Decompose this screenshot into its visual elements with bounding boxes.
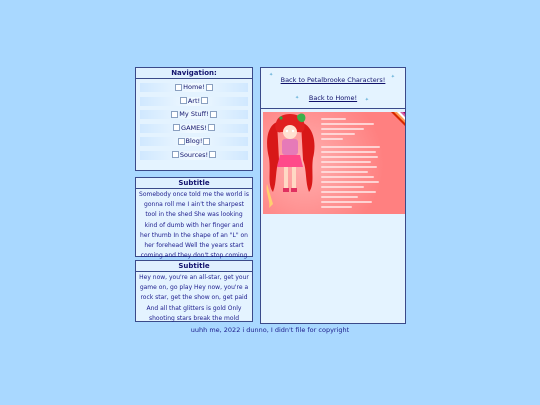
nav-item-label[interactable]: Art! <box>187 96 201 105</box>
subtitle-panel-2 <box>135 260 253 322</box>
nav-item-sources[interactable] <box>140 151 248 160</box>
subtitle-panel-1 <box>135 177 253 260</box>
links-section <box>261 68 405 109</box>
navigation-header: Navigation: <box>136 68 252 79</box>
broken-image-icon <box>201 97 208 104</box>
nav-item-blog[interactable] <box>140 137 248 146</box>
subtitle-header: Subtitle <box>136 261 252 272</box>
nav-item-label[interactable]: Sources! <box>179 150 209 159</box>
nav-item-label[interactable]: GAMES! <box>181 123 207 132</box>
nav-item-games[interactable] <box>140 124 248 133</box>
nav-item-label[interactable]: Blog! <box>185 137 203 145</box>
subtitle-text: Somebody once told me the world is gonna roll me I ain't the sharpest tool in the shed She was looking kind of dumb with her finger and her thumb In the shape of an "L" on her forehead Well the years start coming and they don't stop coming <box>139 191 249 260</box>
broken-image-icon <box>209 151 216 158</box>
broken-image-icon <box>208 124 215 131</box>
broken-image-icon <box>203 138 210 145</box>
sparkle-icon: ✦ <box>269 72 274 78</box>
content-panel <box>260 67 406 324</box>
footer-copyright: uuhh me, 2022 i dunno, I didn't file for copyright <box>190 326 350 334</box>
nav-item-label[interactable]: Home! <box>183 83 205 91</box>
sparkle-icon: ✦ <box>364 97 369 103</box>
navigation-panel <box>135 67 253 171</box>
broken-image-icon <box>173 124 180 131</box>
broken-image-icon <box>178 138 185 145</box>
nav-item-label[interactable]: My Stuff! <box>179 110 209 118</box>
back-to-characters-link[interactable]: Back to Petalbrooke Characters! <box>280 76 386 84</box>
broken-image-icon <box>210 111 217 118</box>
broken-image-icon <box>206 84 213 91</box>
nav-item-art[interactable] <box>140 97 248 106</box>
nav-item-home[interactable] <box>140 83 248 92</box>
sparkle-icon: ✦ <box>295 95 300 101</box>
subtitle-header: Subtitle <box>136 178 252 189</box>
pride-flag-icon <box>383 112 405 134</box>
sparkle-icon: ✦ <box>390 74 395 80</box>
back-to-home-link[interactable]: Back to Home! <box>308 94 358 102</box>
broken-image-icon <box>180 97 187 104</box>
nav-item-my-stuff[interactable] <box>140 110 248 119</box>
character-reference-image <box>263 112 405 214</box>
character-drawing <box>263 112 323 214</box>
nav-list <box>136 79 252 160</box>
broken-image-icon <box>175 84 182 91</box>
character-info-text <box>321 118 383 211</box>
broken-image-icon <box>171 111 178 118</box>
subtitle-text: Hey now, you're an all-star, get your game on, go play Hey now, you're a rock star, get the show on, get paid And all that glitters is gold Only shooting stars break the mold <box>139 274 249 322</box>
broken-image-icon <box>172 151 179 158</box>
